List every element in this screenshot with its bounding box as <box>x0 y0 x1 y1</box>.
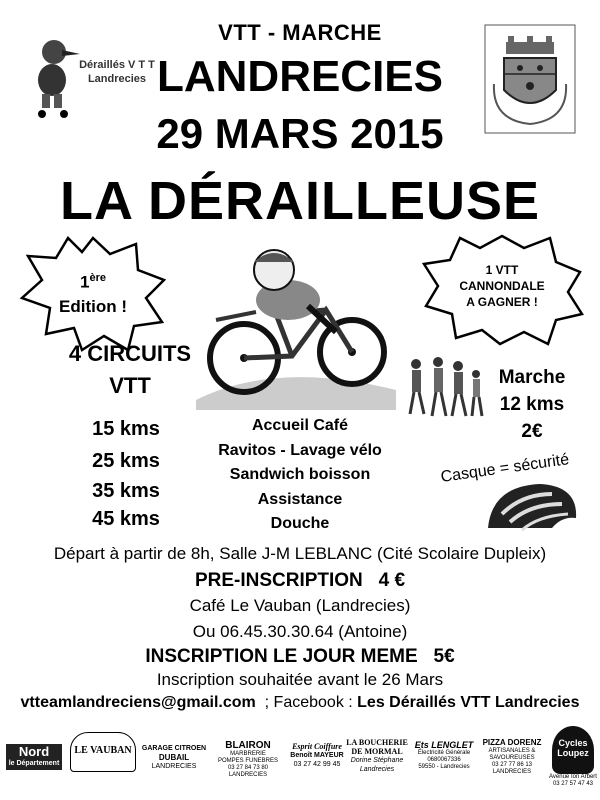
walk-info <box>492 364 572 445</box>
sponsor-line: ARTISANALES & <box>488 748 536 754</box>
event-name: LA DÉRAILLEUSE <box>59 171 540 231</box>
coat-of-arms-icon <box>484 24 576 134</box>
sponsor-esprit-logo <box>286 742 348 769</box>
facebook-page[interactable]: Les Déraillés VTT Landrecies <box>357 694 580 711</box>
walk-price: 2€ <box>521 421 543 442</box>
walk-distance: 12 kms <box>499 394 565 415</box>
contact-line <box>0 694 600 712</box>
preinscription-venue: Café Le Vauban (Landrecies) <box>189 596 411 615</box>
sponsor-line: POMPES FUNEBRES <box>217 758 278 764</box>
club-logo-text <box>72 58 162 86</box>
edition-number: 1ère <box>80 272 106 292</box>
circuits-title-line1: 4 CIRCUITS <box>68 341 192 366</box>
club-logo-line1: Déraillés V T T <box>79 59 155 71</box>
prize-line1: 1 VTT <box>485 263 519 277</box>
sponsor-name: GARAGE CITROEN <box>141 745 207 752</box>
prize-line2: CANNONDALE <box>459 279 545 293</box>
club-logo-line2: Landrecies <box>87 73 147 85</box>
sponsor-pizza-logo <box>480 738 544 776</box>
prize-line3: A GAGNER ! <box>466 295 538 309</box>
circuit-distance: 45 kms <box>92 508 160 530</box>
sponsor-line: SAVOUREUSES <box>489 755 535 761</box>
helmet-icon <box>482 478 582 540</box>
sponsor-line: 03 27 84 73 80 <box>227 765 269 771</box>
sponsor-line: 0680067336 <box>427 757 461 763</box>
prize-badge <box>420 234 584 346</box>
preinscription-price: 4 € <box>378 570 406 591</box>
circuit-distance: 25 kms <box>92 450 160 472</box>
service-item: Sandwich boisson <box>229 466 371 483</box>
event-kicker: VTT - MARCHE <box>218 20 382 45</box>
preinscription-phone: Ou 06.45.30.30.64 (Antoine) <box>192 622 408 641</box>
sponsor-name: Esprit Coiffure <box>292 742 342 751</box>
service-item: Ravitos - Lavage vélo <box>218 441 382 459</box>
sponsor-boucherie-logo <box>344 738 410 774</box>
sponsor-line: Électricité Générale <box>417 750 471 756</box>
sameday-price: 5€ <box>433 646 455 667</box>
service-item: Assistance <box>257 490 343 508</box>
sponsor-line: 03 27 42 99 45 <box>293 761 341 768</box>
sponsor-line: 59550 - Landrecies <box>418 764 470 770</box>
registration-deadline: Inscription souhaitée avant le 26 Mars <box>156 670 444 689</box>
sameday-line <box>0 646 600 668</box>
mountain-biker-icon <box>196 240 396 410</box>
sponsor-cycles-logo <box>552 726 594 774</box>
services-list <box>210 414 390 537</box>
sponsor-line: LANDRECIES <box>228 772 268 778</box>
sponsor-name: Ets LENGLET <box>414 740 474 750</box>
sponsor-line: MARBRERIE <box>230 751 266 757</box>
event-date: 29 MARS 2015 <box>156 110 444 157</box>
sponsor-line: le Département <box>8 760 60 767</box>
preinscription-label: PRE-INSCRIPTION <box>194 570 363 591</box>
departure-info: Départ à partir de 8h, Salle J-M LEBLANC (Cité Scolaire Dupleix) <box>53 544 547 563</box>
sponsor-line: 03 27 77 86 13 <box>491 762 533 768</box>
helmet-slogan: Casque = sécurité <box>439 451 571 486</box>
sponsor-name: LE VAUBAN <box>74 745 132 756</box>
sponsor-name: LA BOUCHERIE DE MORMAL <box>346 738 408 756</box>
sponsor-blairon-logo <box>210 740 286 779</box>
contact-email[interactable]: vtteamlandreciens@gmail.com <box>20 694 256 711</box>
sponsor-vauban-logo <box>70 732 136 772</box>
sponsor-line: Landrecies <box>359 766 395 773</box>
sameday-label: INSCRIPTION LE JOUR MEME <box>145 646 418 667</box>
sponsor-line: Benoît MAYEUR <box>290 752 344 759</box>
circuits-title-line2: VTT <box>109 373 151 398</box>
sponsor-cycles-text <box>548 774 598 788</box>
walk-title: Marche <box>498 367 566 388</box>
service-item: Douche <box>270 515 330 532</box>
sponsor-name: PIZZA DORENZ <box>482 738 542 747</box>
sponsor-line: LANDRECIES <box>492 769 532 775</box>
event-city: LANDRECIES <box>156 52 444 101</box>
sponsor-line: Dorine Stéphane <box>350 757 404 764</box>
edition-text: Edition ! <box>59 296 127 316</box>
preinscription-line <box>0 570 600 592</box>
sponsor-line: 03 27 57 47 43 <box>552 781 594 787</box>
sponsor-nord-logo <box>6 744 62 770</box>
walkers-icon <box>402 354 488 418</box>
service-item: Accueil Café <box>251 417 349 434</box>
sponsor-name: Cycles Loupez <box>557 738 589 758</box>
sponsor-lenglet-logo <box>414 740 474 771</box>
sponsor-citroen-logo <box>140 744 208 771</box>
circuits-title <box>40 338 220 402</box>
sponsor-name: BLAIRON <box>225 740 271 751</box>
sponsor-line: Avenue Ion Arbert <box>549 774 597 780</box>
edition-badge <box>18 236 168 352</box>
circuit-distance: 15 kms <box>92 418 160 440</box>
sponsor-line: DUBAIL <box>158 753 190 762</box>
facebook-label: ; Facebook : <box>264 694 353 711</box>
sponsor-name: Nord <box>18 744 50 759</box>
sponsor-line: LANDRECIES <box>151 763 197 770</box>
circuit-distance: 35 kms <box>92 480 160 502</box>
